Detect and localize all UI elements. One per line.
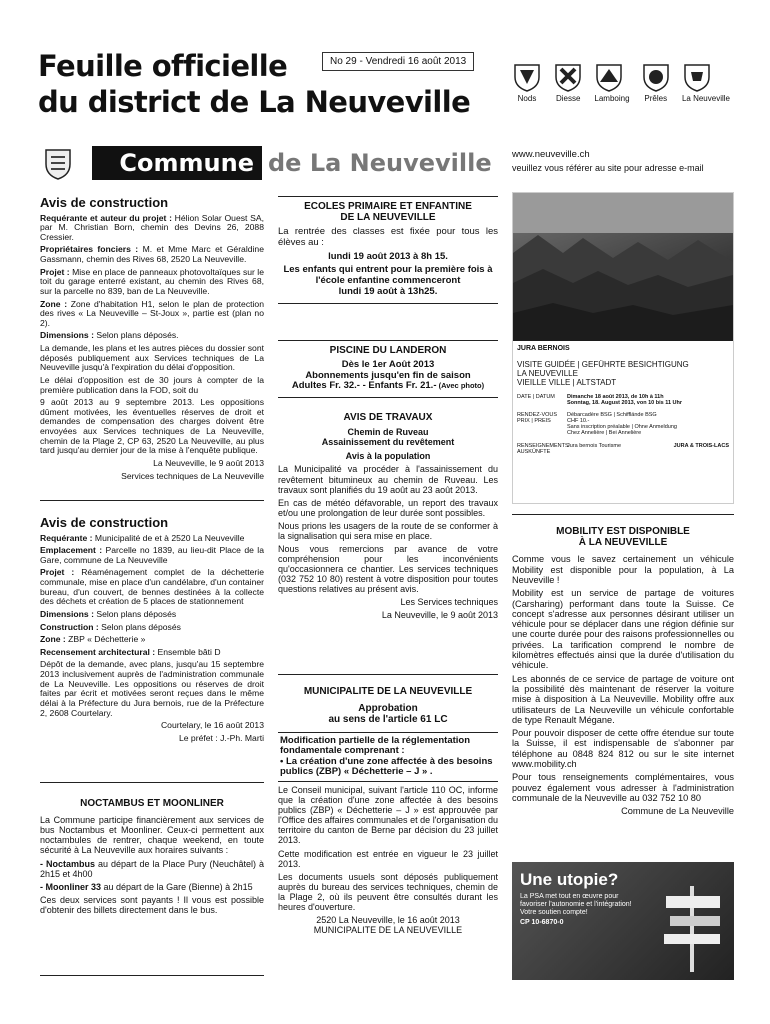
section-subtitle: À LA NEUVEVILLE	[578, 537, 668, 549]
issue-label: No 29 - Vendredi 16 août 2013	[322, 52, 474, 71]
website-note: veuillez vous référer au site pour adresse e-mail	[512, 163, 704, 173]
commune-banner-rest: de La Neuveville	[268, 149, 492, 177]
psa-ad: Une utopie? La PSA met tout en œuvre pour favoriser l'autonomie et l'intégration! Votre soutien compte! CP 10-6870-0	[512, 862, 734, 980]
divider	[278, 674, 498, 675]
section-title: NOCTAMBUS ET MOONLINER	[80, 798, 224, 809]
crest-la-neuveville: La Neuveville	[682, 62, 730, 104]
crest-nods: Nods	[512, 62, 542, 104]
mobility-link[interactable]: www.mobility.ch	[512, 759, 577, 770]
jura-bernois-poster: JURA BERNOIS VISITE GUIDÉE | GEFÜHRTE BESICHTIGUNG LA NEUVEVILLE VIEILLE VILLE | ALTSTADT DATE | DATUM Dimanche 18 août 2013, de 10h à 11h Sonntag, 18. August 2013, von 10 bis 11 Uhr RENDEZ-VOUS PRIX | PREIS Débarcadère BSG | Schifflände BSG CHF 10.- Sans inscription préalable | Ohne Anmeldung Chez Annelière | Bei Annelière RENSEIGNEMENTS AUSKÜNFTE Jura bernois Tourisme JURA & TROIS-LACS	[512, 192, 734, 504]
old-town-photo	[513, 193, 733, 341]
piscine-box: PISCINE DU LANDERON Dès le 1er Août 2013 Abonnements jusqu'en fin de saison Adultes Fr. 32.- - Enfants Fr. 21.- (Avec photo)	[278, 340, 498, 398]
section-title: Avis de construction	[40, 195, 169, 210]
mobility-section: MOBILITY EST DISPONIBLE À LA NEUVEVILLE Comme vous le savez certainement un véhicule Mobility est disponible pour la population, à La Neuveville ! Mobility est un service de partage de voitures (Carsharing) performant dans toute la Suisse. Ce concept s'adresse aux personnes désirant utiliser un véhicule pour se déplacer dans une région définie sur une courte durée pour des raisons professionnelles ou privées. La tarification comprend le nombre de kilomètres effectués ainsi que la durée d'utilisation du véhicule. Les abonnés de ce service de partage de voiture ont la possibilité dès maintenant de réserver la voiture mise à disposition à La Neuveville. Mobility offre aux utilisateurs de La Neuveville un véhicule confortable de type Renault Mégane. Pour pouvoir disposer de cette offre étendue sur toute la Suisse, il est indispensable de s'abonner par téléphone au 0848 824 812 ou sur le site internet www.mobility.ch Pour tous renseignements complémentaires, vous pouvez également vous adresser à l'administration communale de la Neuveville au 032 752 10 80 Commune de La Neuveville	[512, 526, 734, 817]
website-link[interactable]: www.neuveville.ch	[512, 149, 590, 160]
crest-icon	[553, 62, 583, 92]
noctambus-section: NOCTAMBUS ET MOONLINER La Commune participe financièrement aux services de bus Noctambus et Moonliner. Ceux-ci permettent aux noctambules de rentrer, chaque weekend, en toute sécurité à La Neuveville aux horaires suivants : - Noctambus au départ de la Place Pury (Neuchâtel) à 2h15 et 4h00 - Moonliner 33 au départ de la Gare (Bienne) à 2h15 Ces deux services sont payants ! Il vous est possible d'obtenir des billets directement dans le bus.	[40, 798, 264, 915]
masthead-title-line1: Feuille officielle	[38, 49, 288, 83]
commune-banner: Commune	[92, 146, 262, 180]
section-title: MUNICIPALITE DE LA NEUVEVILLE	[303, 686, 473, 697]
crest-lamboing: Lamboing	[594, 62, 629, 104]
signpost-icon	[660, 876, 726, 972]
masthead-title-line2: du district de La Neuveville	[38, 85, 471, 119]
modification-box: Modification partielle de la réglementation fondamentale comprenant : • La création d'une zone affectée à des besoins publics (ZBP) « Déchetterie – J » .	[278, 732, 498, 783]
municipalite-section: MUNICIPALITE DE LA NEUVEVILLE Approbation au sens de l'article 61 LC Modification partielle de la réglementation fondamentale comprenant : • La création d'une zone affectée à des besoins publics (ZBP) « Déchetterie – J » . Le Conseil municipal, suivant l'article 110 OC, informe que la création d'une zone affectée à des besoins publics (ZBP) « Déchetterie – J » est approuvée par l'Office des affaires communales et de l'organisation du territoire du canton de Berne par décision du 23 juillet 2013. Cette modification est entrée en vigueur le 23 juillet 2013. Les documents usuels sont déposés publiquement auprès du bureau des services techniques, chemin de la Plage 2, où ils peuvent être consultés durant les heures d'ouverture. 2520 La Neuveville, le 16 août 2013 MUNICIPALITE DE LA NEUVEVILLE	[278, 686, 498, 936]
crest-icon	[44, 148, 72, 180]
section-title: MOBILITY EST DISPONIBLE	[556, 526, 690, 537]
crest-icon	[682, 62, 712, 92]
divider	[40, 975, 264, 976]
avis-construction-2: Avis de construction Requérante : Municipalité de et à 2520 La Neuveville Emplacement : Parcelle no 1839, au lieu-dit Place de la Gare, commune de La Neuveville Projet : Réaménagement complet de la déchetterie communale, mise en place d'un candélabre, d'un container bureau, d'un couvert, de bennes destinées à la collecte des déchets et création de 5 places de stationnement Dimensions : Selon plans déposés Construction : Selon plans déposés Zone : ZBP « Déchetterie » Recensement architectural : Ensemble bâti D Dépôt de la demande, avec plans, jusqu'au 15 septembre 2013 inclusivement auprès de l'administration communale de La Neuveville. Les oppositions ou réserves de droit faites par écrit et motivées seront reçues dans le même délai à la Préfecture du Jura bernois, rue de la Préfecture 2, 2608 Courtelary. Courtelary, le 16 août 2013 Le préfet : J.-Ph. Marti	[40, 515, 264, 743]
crest-icon	[512, 62, 542, 92]
commune-crests	[512, 62, 730, 104]
divider	[40, 782, 264, 783]
divider	[512, 514, 734, 515]
ecoles-box: ECOLES PRIMAIRE ET ENFANTINE DE LA NEUVEVILLE La rentrée des classes est fixée pour tous les élèves au : lundi 19 août 2013 à 8h 15. Les enfants qui entrent pour la première fois à l'école enfantine commenceront lundi 19 août à 13h25.	[278, 196, 498, 304]
rooftops-image	[513, 193, 733, 341]
section-title: ECOLES PRIMAIRE ET ENFANTINE	[304, 201, 472, 212]
crest-icon	[594, 62, 624, 92]
travaux-section: AVIS DE TRAVAUX Chemin de Ruveau Assainissement du revêtement Avis à la population La Municipalité va procéder à l'assainissement du revêtement bitumineux au chemin de Ruveau. Les travaux sont planifiés du 19 août au 23 août 2013. En cas de météo défavorable, un report des travaux et/ou une prolongation de leur durée sont possibles. Nous prions les usagers de la route de se conformer à la signalisation qui sera mise en place. Nous vous remercions par avance de votre compréhension pour les inconvénients qu'occasionnera ce chantier. Les services techniques (032 752 10 80) restent à votre disposition pour toutes questions relatives au présent avis. Les Services techniques La Neuveville, le 9 août 2013	[278, 412, 498, 621]
crest-preles: Prêles	[641, 62, 671, 104]
divider	[40, 500, 264, 501]
crest-diesse: Diesse	[553, 62, 583, 104]
avis-construction-1: Avis de construction Requérante et auteur du projet : Hélion Solar Ouest SA, par M. Christian Born, chemin des Devins 26, 2088 Cressier. Propriétaires fonciers : M. et Mme Marc et Géraldine Gassmann, chemin des Rives 68, 2520 La Neuveville. Projet : Mise en place de panneaux photovoltaïques sur le toit du garage enterré existant, au chemin des Rives 68, sur la parcelle no 839, ban de La Neuveville. Zone : Zone d'habitation H1, selon le plan de protection des rives « La Neuveville – St-Joux », partie est (plan no 2). Dimensions : Selon plans déposés. La demande, les plans et les autres pièces du dossier sont déposés publiquement aux Services techniques de La Neuveville jusqu'à l'expiration du délai d'opposition. Le délai d'opposition est de 30 jours à compter de la première publication dans la FOD, soit du 9 août 2013 au 9 septembre 2013. Les oppositions dûment motivées, les éventuelles réserves de droit et demandes de compensation des charges doivent être envoyées aux Services techniques de La Neuveville, chemin de la Plage 2, CP 63, 2520 La Neuveville, au plus tard jusqu'au dernier jour de la mise à l'enquête publique. La Neuveville, le 9 août 2013 Services techniques de La Neuveville	[40, 195, 264, 481]
section-title: PISCINE DU LANDERON	[329, 345, 447, 356]
section-subtitle: DE LA NEUVEVILLE	[340, 212, 436, 224]
section-title: AVIS DE TRAVAUX	[343, 412, 433, 423]
section-title: Avis de construction	[40, 515, 169, 530]
neuveville-crest	[44, 148, 72, 183]
crest-icon	[641, 62, 671, 92]
